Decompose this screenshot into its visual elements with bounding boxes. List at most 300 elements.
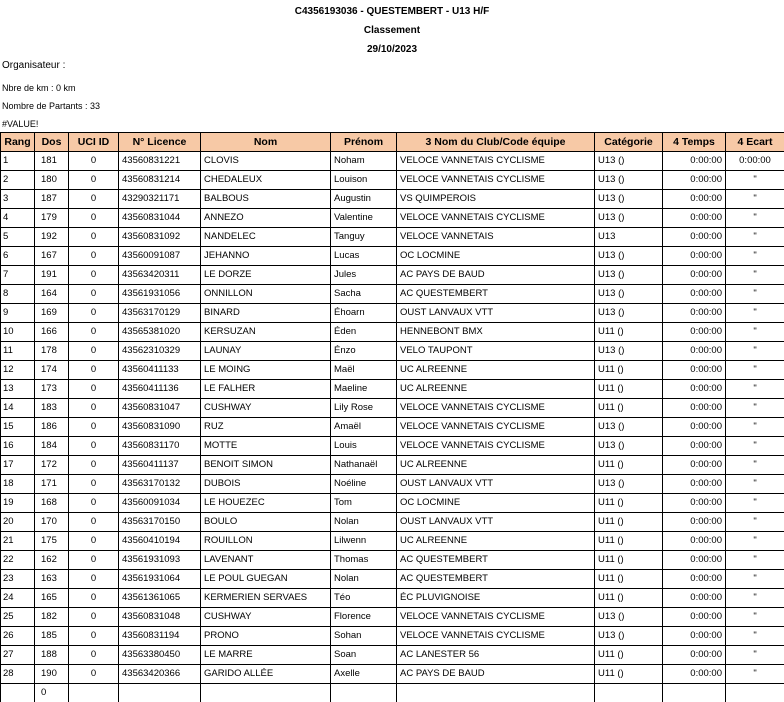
cell-licence: 43563420366 [119,665,201,684]
cell-categorie: U13 () [595,608,663,627]
cell-categorie: U13 () [595,152,663,171]
cell-dos: 165 [35,589,69,608]
cell-ecart: " [726,513,784,532]
cell-dos: 172 [35,456,69,475]
cell-temps: 0:00:00 [663,342,726,361]
cell-categorie: U11 () [595,494,663,513]
cell-rang: 28 [1,665,35,684]
cell-nom: LE HOUEZEC [201,494,331,513]
table-row [1,399,784,418]
cell-temps: 0:00:00 [663,456,726,475]
cell-ecart: " [726,494,784,513]
cell-nom: LE MOING [201,361,331,380]
cell-prenom: Jules [331,266,397,285]
cell-ecart: " [726,171,784,190]
cell-rang: 10 [1,323,35,342]
page-title: C4356193036 - QUESTEMBERT - U13 H/F [0,6,784,17]
cell-licence: 43560831048 [119,608,201,627]
cell-empty [397,684,595,702]
table-row [1,304,784,323]
cell-club: VELO TAUPONT [397,342,595,361]
cell-prenom: Tanguy [331,228,397,247]
cell-dos: 166 [35,323,69,342]
cell-categorie: U11 () [595,589,663,608]
cell-nom: DUBOIS [201,475,331,494]
cell-dos: 183 [35,399,69,418]
cell-categorie: U11 () [595,380,663,399]
cell-ecart: " [726,323,784,342]
cell-categorie: U11 () [595,399,663,418]
cell-nom: GARIDO ALLÉE [201,665,331,684]
cell-uci-id: 0 [69,323,119,342]
cell-prenom: Soan [331,646,397,665]
table-row [1,285,784,304]
cell-nom: LE FALHER [201,380,331,399]
cell-ecart: " [726,247,784,266]
col-temps: 4 Temps [663,133,726,152]
table-row [1,266,784,285]
race-date: 29/10/2023 [0,44,784,55]
cell-nom: RUZ [201,418,331,437]
cell-uci-id: 0 [69,456,119,475]
table-row [1,323,784,342]
cell-dos: 163 [35,570,69,589]
cell-empty [663,684,726,702]
cell-uci-id: 0 [69,171,119,190]
cell-temps: 0:00:00 [663,380,726,399]
table-header-row [1,133,784,152]
cell-rang: 4 [1,209,35,228]
cell-club: OUST LANVAUX VTT [397,513,595,532]
cell-dos: 192 [35,228,69,247]
cell-temps: 0:00:00 [663,190,726,209]
cell-uci-id: 0 [69,646,119,665]
cell-club: VELOCE VANNETAIS CYCLISME [397,437,595,456]
cell-rang: 25 [1,608,35,627]
cell-licence: 43563170132 [119,475,201,494]
cell-ecart: " [726,342,784,361]
cell-club: VELOCE VANNETAIS [397,228,595,247]
cell-temps: 0:00:00 [663,247,726,266]
cell-nom: LAVENANT [201,551,331,570]
cell-nom: LAUNAY [201,342,331,361]
cell-uci-id: 0 [69,589,119,608]
cell-rang: 27 [1,646,35,665]
cell-club: UC ALREENNE [397,380,595,399]
cell-empty [201,684,331,702]
cell-ecart: " [726,190,784,209]
cell-licence: 43562310329 [119,342,201,361]
cell-temps: 0:00:00 [663,627,726,646]
cell-categorie: U11 () [595,551,663,570]
cell-prenom: Florence [331,608,397,627]
cell-ecart: 0:00:00 [726,152,784,171]
cell-rang: 13 [1,380,35,399]
table-row [1,247,784,266]
cell-ecart: " [726,627,784,646]
cell-dos: 164 [35,285,69,304]
table-row [1,532,784,551]
cell-club: VELOCE VANNETAIS CYCLISME [397,418,595,437]
cell-ecart: " [726,437,784,456]
cell-dos: 180 [35,171,69,190]
cell-uci-id: 0 [69,247,119,266]
cell-uci-id: 0 [69,380,119,399]
table-row [1,418,784,437]
cell-prenom: Amaël [331,418,397,437]
cell-licence: 43560831214 [119,171,201,190]
cell-club: UC ALREENNE [397,361,595,380]
cell-temps: 0:00:00 [663,437,726,456]
cell-licence: 43560831044 [119,209,201,228]
cell-dos: 186 [35,418,69,437]
cell-temps: 0:00:00 [663,171,726,190]
cell-temps: 0:00:00 [663,361,726,380]
cell-nom: NANDELEC [201,228,331,247]
cell-ecart: " [726,418,784,437]
cell-uci-id: 0 [69,608,119,627]
cell-licence: 43560411136 [119,380,201,399]
cell-licence: 43560091034 [119,494,201,513]
cell-rang: 3 [1,190,35,209]
cell-licence: 43290321171 [119,190,201,209]
cell-ecart: " [726,361,784,380]
cell-uci-id: 0 [69,475,119,494]
cell-ecart: " [726,399,784,418]
cell-uci-id: 0 [69,513,119,532]
cell-nom: PRONO [201,627,331,646]
distance-info: Nbre de km : 0 km [2,83,76,93]
cell-ecart: " [726,589,784,608]
cell-uci-id: 0 [69,551,119,570]
cell-temps: 0:00:00 [663,665,726,684]
cell-prenom: Axelle [331,665,397,684]
cell-ecart: " [726,665,784,684]
cell-uci-id: 0 [69,399,119,418]
cell-dos: 170 [35,513,69,532]
cell-categorie: U11 () [595,361,663,380]
cell-uci-id: 0 [69,570,119,589]
cell-uci-id: 0 [69,285,119,304]
cell-temps: 0:00:00 [663,551,726,570]
col-prenom: Prénom [331,133,397,152]
table-row [1,665,784,684]
cell-dos: 185 [35,627,69,646]
results-table [0,132,784,702]
cell-licence: 43561361065 [119,589,201,608]
table-row [1,228,784,247]
cell-club: UC ALREENNE [397,456,595,475]
cell-ecart: " [726,532,784,551]
cell-dos: 178 [35,342,69,361]
cell-categorie: U11 () [595,665,663,684]
cell-uci-id: 0 [69,627,119,646]
cell-licence: 43560831047 [119,399,201,418]
cell-club: AC LANESTER 56 [397,646,595,665]
table-row [1,570,784,589]
col-nom: Nom [201,133,331,152]
cell-dos: 167 [35,247,69,266]
cell-categorie: U13 () [595,342,663,361]
cell-rang: 7 [1,266,35,285]
cell-categorie: U13 () [595,475,663,494]
cell-uci-id: 0 [69,418,119,437]
organisateur-label: Organisateur : [2,60,65,71]
cell-dos: 175 [35,532,69,551]
cell-nom: CHEDALEUX [201,171,331,190]
cell-ecart: " [726,209,784,228]
cell-categorie: U11 () [595,646,663,665]
cell-temps: 0:00:00 [663,608,726,627]
cell-empty [1,684,35,702]
cell-prenom: Énzo [331,342,397,361]
cell-categorie: U13 () [595,418,663,437]
cell-categorie: U11 () [595,513,663,532]
cell-nom: ANNEZO [201,209,331,228]
cell-prenom: Thomas [331,551,397,570]
cell-uci-id: 0 [69,190,119,209]
cell-club: AC QUESTEMBERT [397,285,595,304]
cell-prenom: Augustin [331,190,397,209]
cell-licence: 43561931064 [119,570,201,589]
cell-dos: 162 [35,551,69,570]
cell-uci-id: 0 [69,342,119,361]
cell-rang: 18 [1,475,35,494]
cell-club: AC PAYS DE BAUD [397,665,595,684]
cell-prenom: Noéline [331,475,397,494]
cell-temps: 0:00:00 [663,646,726,665]
cell-club: OUST LANVAUX VTT [397,475,595,494]
cell-licence: 43561931056 [119,285,201,304]
cell-categorie: U11 () [595,570,663,589]
cell-nom: BOULO [201,513,331,532]
table-row [1,589,784,608]
table-row [1,437,784,456]
page-subtitle: Classement [0,25,784,36]
cell-rang: 6 [1,247,35,266]
cell-prenom: Téo [331,589,397,608]
cell-licence: 43560411133 [119,361,201,380]
cell-temps: 0:00:00 [663,266,726,285]
cell-uci-id: 0 [69,494,119,513]
table-row [1,551,784,570]
cell-empty [331,684,397,702]
cell-club: AC QUESTEMBERT [397,551,595,570]
cell-categorie: U11 () [595,532,663,551]
col-licence: N° Licence [119,133,201,152]
cell-categorie: U13 () [595,627,663,646]
cell-nom: JEHANNO [201,247,331,266]
cell-prenom: Lily Rose [331,399,397,418]
cell-dos: 190 [35,665,69,684]
cell-ecart: " [726,228,784,247]
cell-rang: 9 [1,304,35,323]
cell-prenom: Noham [331,152,397,171]
cell-dos: 168 [35,494,69,513]
cell-ecart: " [726,285,784,304]
cell-licence: 43565381020 [119,323,201,342]
cell-club: ÉC PLUVIGNOISE [397,589,595,608]
cell-dos: 187 [35,190,69,209]
cell-dos: 169 [35,304,69,323]
cell-rang: 23 [1,570,35,589]
cell-temps: 0:00:00 [663,475,726,494]
cell-club: OC LOCMINE [397,494,595,513]
cell-nom: KERSUZAN [201,323,331,342]
cell-licence: 43560410194 [119,532,201,551]
cell-categorie: U13 () [595,266,663,285]
cell-dos: 184 [35,437,69,456]
cell-licence: 43560831194 [119,627,201,646]
cell-rang: 17 [1,456,35,475]
cell-rang: 1 [1,152,35,171]
cell-licence: 43560831170 [119,437,201,456]
cell-dos: 173 [35,380,69,399]
cell-temps: 0:00:00 [663,152,726,171]
cell-club: VELOCE VANNETAIS CYCLISME [397,171,595,190]
cell-dos: 182 [35,608,69,627]
cell-club: VELOCE VANNETAIS CYCLISME [397,627,595,646]
cell-ecart: " [726,475,784,494]
cell-temps: 0:00:00 [663,323,726,342]
cell-empty [119,684,201,702]
cell-rang: 11 [1,342,35,361]
cell-rang: 14 [1,399,35,418]
cell-dos-partial: 0 [35,684,69,702]
cell-temps: 0:00:00 [663,228,726,247]
table-row [1,361,784,380]
cell-uci-id: 0 [69,209,119,228]
cell-dos: 181 [35,152,69,171]
cell-categorie: U13 () [595,171,663,190]
cell-licence: 43563380450 [119,646,201,665]
cell-licence: 43560831221 [119,152,201,171]
cell-rang: 12 [1,361,35,380]
cell-rang: 16 [1,437,35,456]
table-row [1,456,784,475]
col-rang: Rang [1,133,35,152]
cell-prenom: Sacha [331,285,397,304]
cell-prenom: Nolan [331,570,397,589]
cell-licence: 43560831090 [119,418,201,437]
cell-temps: 0:00:00 [663,209,726,228]
cell-club: OUST LANVAUX VTT [397,304,595,323]
cell-categorie: U13 () [595,437,663,456]
cell-uci-id: 0 [69,266,119,285]
col-uci-id: UCI ID [69,133,119,152]
cell-temps: 0:00:00 [663,399,726,418]
cell-nom: BALBOUS [201,190,331,209]
cell-categorie: U13 () [595,304,663,323]
cell-temps: 0:00:00 [663,418,726,437]
cell-uci-id: 0 [69,304,119,323]
cell-licence: 43563170129 [119,304,201,323]
cell-licence: 43560831092 [119,228,201,247]
cell-categorie: U13 () [595,209,663,228]
cell-temps: 0:00:00 [663,285,726,304]
cell-empty [69,684,119,702]
cell-temps: 0:00:00 [663,532,726,551]
cell-club: HENNEBONT BMX [397,323,595,342]
cell-nom: LE DORZE [201,266,331,285]
cell-ecart: " [726,608,784,627]
cell-rang: 22 [1,551,35,570]
cell-ecart: " [726,551,784,570]
cell-prenom: Lucas [331,247,397,266]
cell-nom: BINARD [201,304,331,323]
cell-prenom: Lilwenn [331,532,397,551]
cell-licence: 43560411137 [119,456,201,475]
cell-nom: CUSHWAY [201,399,331,418]
cell-uci-id: 0 [69,228,119,247]
table-row [1,152,784,171]
cell-prenom: Tom [331,494,397,513]
cell-categorie: U13 () [595,285,663,304]
cell-prenom: Nolan [331,513,397,532]
cell-club: UC ALREENNE [397,532,595,551]
cell-dos: 191 [35,266,69,285]
cell-nom: LE MARRE [201,646,331,665]
cell-rang: 26 [1,627,35,646]
table-row [1,513,784,532]
cell-prenom: Louis [331,437,397,456]
cell-licence: 43561931093 [119,551,201,570]
cell-prenom: Éden [331,323,397,342]
cell-categorie: U11 () [595,456,663,475]
cell-categorie: U13 () [595,190,663,209]
cell-nom: BENOIT SIMON [201,456,331,475]
cell-empty [726,684,784,702]
table-row [1,475,784,494]
table-row [1,209,784,228]
cell-uci-id: 0 [69,665,119,684]
cell-club: AC PAYS DE BAUD [397,266,595,285]
cell-rang: 21 [1,532,35,551]
cell-rang: 19 [1,494,35,513]
cell-ecart: " [726,304,784,323]
col-categorie: Catégorie [595,133,663,152]
cell-temps: 0:00:00 [663,589,726,608]
cell-prenom: Louison [331,171,397,190]
cell-rang: 24 [1,589,35,608]
cell-ecart: " [726,646,784,665]
value-error-cell: #VALUE! [2,119,38,129]
cell-nom: ONNILLON [201,285,331,304]
cell-categorie: U13 () [595,247,663,266]
table-row [1,171,784,190]
cell-dos: 188 [35,646,69,665]
cell-prenom: Maël [331,361,397,380]
cell-club: VELOCE VANNETAIS CYCLISME [397,608,595,627]
cell-uci-id: 0 [69,437,119,456]
col-dos: Dos [35,133,69,152]
cell-licence: 43563420311 [119,266,201,285]
cell-prenom: Valentine [331,209,397,228]
cell-nom: MOTTE [201,437,331,456]
table-row-partial [1,684,784,702]
table-row [1,646,784,665]
cell-rang: 20 [1,513,35,532]
cell-nom: CUSHWAY [201,608,331,627]
col-club: 3 Nom du Club/Code équipe [397,133,595,152]
cell-dos: 179 [35,209,69,228]
cell-uci-id: 0 [69,361,119,380]
starters-count: Nombre de Partants : 33 [2,101,100,111]
cell-ecart: " [726,456,784,475]
cell-temps: 0:00:00 [663,494,726,513]
cell-uci-id: 0 [69,532,119,551]
table-row [1,494,784,513]
